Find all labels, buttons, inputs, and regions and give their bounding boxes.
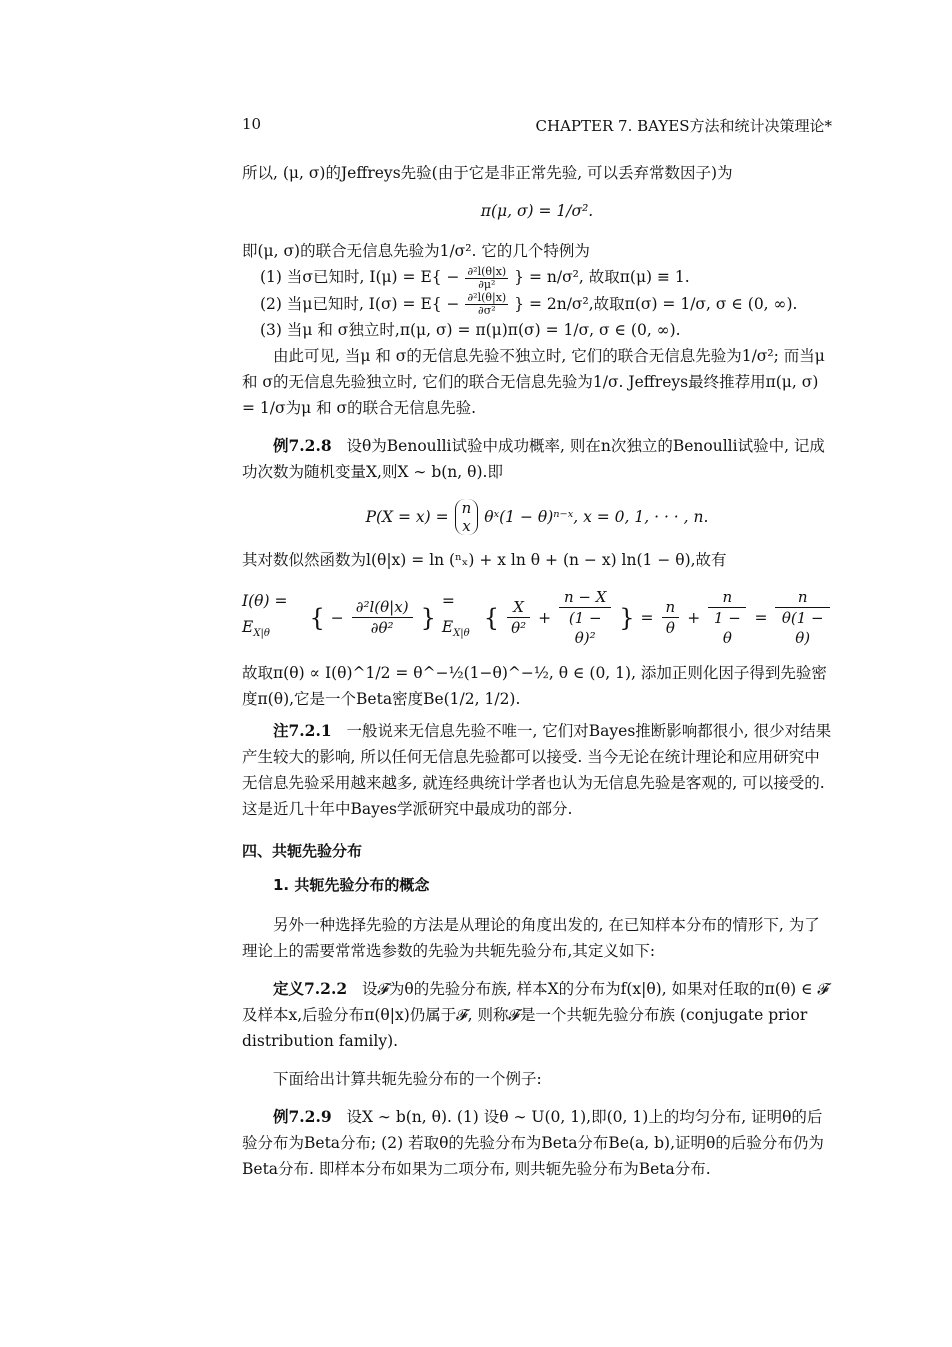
equation-jeffreys: π(μ, σ) = 1/σ². [480, 202, 594, 220]
example-7-2-9-label: 例7.2.9 [273, 1107, 332, 1126]
special-cases-intro: 即(μ, σ)的联合无信息先验为1/σ². 它的几个特例为 [242, 242, 590, 260]
fisher-eq-1: = [640, 608, 654, 627]
example-7-2-8-text: 设θ为Benoulli试验中成功概率, 则在n次独立的Benoulli试验中, 记成功次数为随机变量X,则X ∼ b(n, θ).即 [242, 437, 825, 481]
case2-suffix: } = 2n/σ²,故取π(σ) = 1/σ, σ ∈ (0, ∞). [514, 294, 798, 313]
special-case-3: (3) 当μ 和 σ独立时,π(μ, σ) = π(μ)π(σ) = 1/σ, σ ∈ (0, ∞). [260, 321, 681, 339]
equation-fisher-information [242, 587, 832, 648]
definition-7-2-2 [242, 976, 832, 1054]
fisher-plus: + [538, 608, 552, 627]
fisher-fraction-5: $\frac{n}{1 - \theta}$ [708, 587, 746, 648]
beta-result-paragraph: 故取π(θ) ∝ I(θ)^1/2 = θ^−½(1−θ)^−½, θ ∈ (0, 1), 添加正则化因子得到先验密度π(θ),它是一个Beta密度Be(1/2, 1/2). [242, 664, 827, 708]
binom-eq-left: P(X = x) = [365, 508, 449, 526]
case1-frac-num: ∂²l(θ|x) [467, 264, 507, 278]
fisher-left: $I(\theta) = E_{X|\theta}$ [242, 591, 288, 640]
case2-prefix: (2) 当μ已知时, I(σ) = E{ − [260, 294, 460, 313]
binomial-coefficient [455, 499, 479, 535]
binom-bottom: x [462, 517, 471, 535]
case1-fraction [465, 266, 508, 291]
conclusion-paragraph: 由此可见, 当μ 和 σ的无信息先验不独立时, 它们的联合无信息先验为1/σ²; 而当μ 和 σ的无信息先验独立时, 它们的联合无信息先验为1/σ. Jeffreys最终推荐用π(μ, σ) = 1/σ为μ 和 σ的联合无信息先验. [242, 347, 825, 417]
example-7-2-8 [242, 433, 832, 485]
page-header [242, 115, 832, 135]
fisher-mid: = $E_{X|\theta}$ [441, 591, 470, 640]
running-title: CHAPTER 7. BAYES方法和统计决策理论* [535, 117, 832, 135]
case2-frac-den: ∂σ² [478, 304, 496, 317]
intro-paragraph: 所以, (μ, σ)的Jeffreys先验(由于它是非正常先验, 可以丢弃常数因子)为 [242, 164, 733, 182]
example-intro: 下面给出计算共轭先验分布的一个例子: [273, 1070, 542, 1088]
definition-label: 定义7.2.2 [273, 979, 348, 998]
fisher-minus: − [330, 608, 344, 627]
left-brace: { [309, 603, 325, 632]
binom-eq-right: θˣ(1 − θ)ⁿ⁻ˣ, x = 0, 1, · · · , n. [484, 508, 709, 526]
special-case-1 [260, 264, 832, 291]
subsection-heading: 1. 共轭先验分布的概念 [273, 876, 430, 894]
fisher-fraction-1: $\frac{\text{∂²l(θ|x)}}{\text{∂θ²}}$ [352, 597, 413, 638]
fisher-fraction-4: $\frac{n}{\theta}$ [662, 597, 680, 638]
example-7-2-9 [242, 1104, 832, 1182]
page-number: 10 [242, 115, 262, 133]
definition-text: 设𝓕为θ的先验分布族, 样本X的分布为f(x|θ), 如果对任取的π(θ) ∈ 𝓕及样本x,后验分布π(θ|x)仍属于𝓕, 则称𝓕是一个共轭先验分布族 (conjugate prior distribution family). [242, 980, 829, 1050]
case2-fraction [465, 292, 508, 317]
concept-paragraph: 另外一种选择先验的方法是从理论的角度出发的, 在已知样本分布的情形下, 为了理论上的需要常常选参数的先验为共轭先验分布,其定义如下: [242, 916, 820, 960]
fisher-plus-2: + [687, 608, 701, 627]
note-7-2-1 [242, 718, 832, 822]
right-brace: } [420, 603, 436, 632]
example-7-2-8-label: 例7.2.8 [273, 436, 332, 455]
case2-frac-num: ∂²l(θ|x) [467, 291, 507, 304]
equation-binomial [242, 499, 832, 535]
fisher-fraction-3: $\frac{n - X}{\text{(1 − θ)²}}$ [559, 587, 611, 648]
section-heading: 四、共轭先验分布 [242, 842, 363, 860]
page-body [242, 160, 832, 1182]
fisher-fraction-6: $\frac{n}{\theta(1 - \theta)}$ [775, 587, 830, 648]
case1-prefix: (1) 当σ已知时, I(μ) = E{ − [260, 268, 460, 286]
fisher-eq-2: = [754, 608, 768, 627]
case1-frac-den: ∂μ² [478, 277, 496, 291]
right-brace-2: } [619, 603, 635, 632]
example-7-2-9-text: 设X ∼ b(n, θ). (1) 设θ ∼ U(0, 1),即(0, 1)上的均匀分布, 证明θ的后验分布为Beta分布; (2) 若取θ的先验分布为Beta分布Be(a, b),证明θ的后验分布仍为Beta分布. 即样本分布如果为二项分布, 则共轭先验分布为Beta分布. [242, 1108, 824, 1178]
note-text: 一般说来无信息先验不唯一, 它们对Bayes推断影响都很小, 很少对结果产生较大的影响, 所以任何无信息先验都可以接受. 当今无论在统计理论和应用研究中无信息先验采用越来越多, 就连经典统计学者也认为无信息先验是客观的, 可以接受的. 这是近几十年中Bayes学派研究中最成功的部分. [242, 722, 832, 818]
left-brace-2: { [483, 603, 500, 632]
fisher-fraction-2: X θ² [507, 597, 530, 638]
case1-suffix: } = n/σ², 故取π(μ) ≡ 1. [514, 268, 690, 286]
note-label: 注7.2.1 [273, 721, 332, 740]
special-case-2 [260, 291, 832, 318]
log-likelihood-line: 其对数似然函数为l(θ|x) = ln (ⁿₓ) + x ln θ + (n − x) ln(1 − θ),故有 [242, 551, 727, 569]
binom-top: n [461, 499, 472, 517]
